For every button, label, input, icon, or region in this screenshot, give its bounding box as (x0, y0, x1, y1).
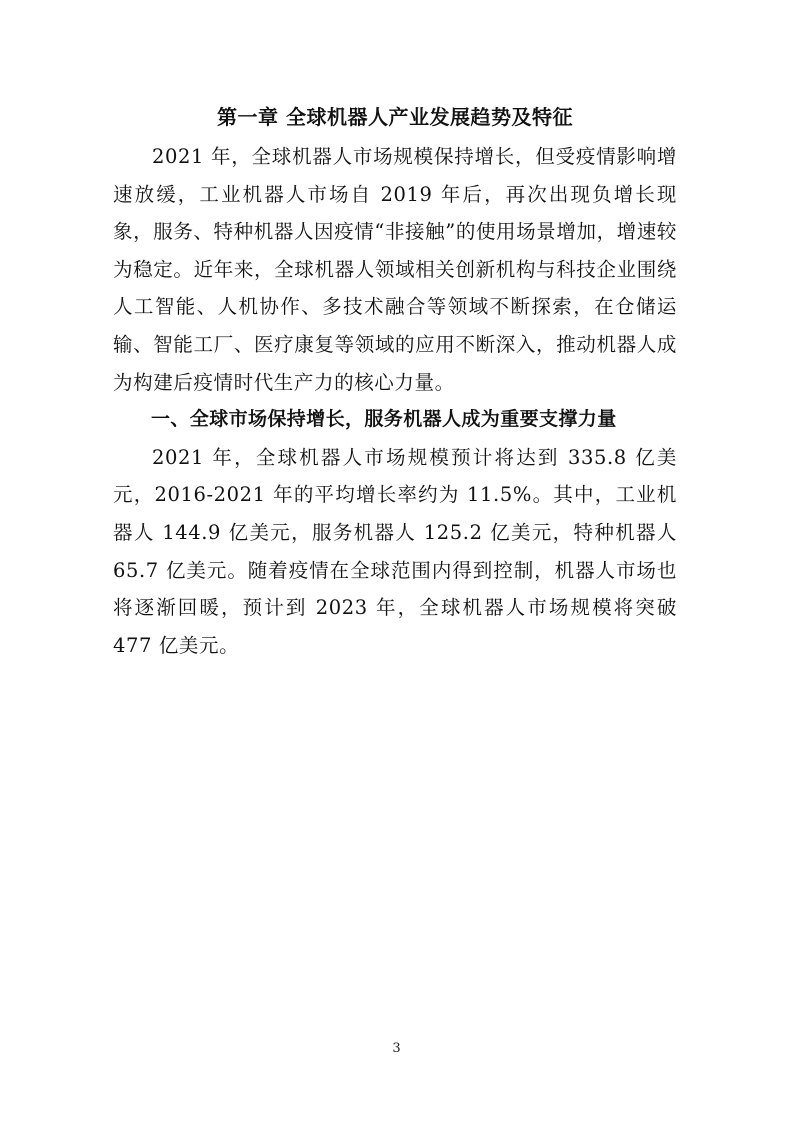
intro-paragraph: 2021 年，全球机器人市场规模保持增长，但受疫情影响增速放缓，工业机器人市场自 2019 年后，再次出现负增长现象，服务、特种机器人因疫情“非接触”的使用场景增加，增速较为稳定。近年来，全球机器人领域相关创新机构与科技企业围绕人工智能、人机协作、多技术融合等领域不断探索，在仓储运输、智能工厂、医疗康复等领域的应用不断深入，推动机器人成为构建后疫情时代生产力的核心力量。 (113, 145, 677, 394)
page-content (113, 100, 677, 664)
page-number: 3 (392, 1041, 401, 1056)
chapter-title: 第一章 全球机器人产业发展趋势及特征 (217, 105, 573, 129)
section-heading: 一、全球市场保持增长，服务机器人成为重要支撑力量 (151, 408, 617, 431)
section-paragraph: 2021 年，全球机器人市场规模预计将达到 335.8 亿美元，2016-2021 年的平均增长率约为 11.5%。其中，工业机器人 144.9 亿美元，服务机器人 125.2 亿美元，特种机器人 65.7 亿美元。随着疫情在全球范围内得到控制，机器人市场也将逐渐回暖，预计到 2023 年，全球机器人市场规模将突破 477 亿美元。 (113, 445, 677, 657)
